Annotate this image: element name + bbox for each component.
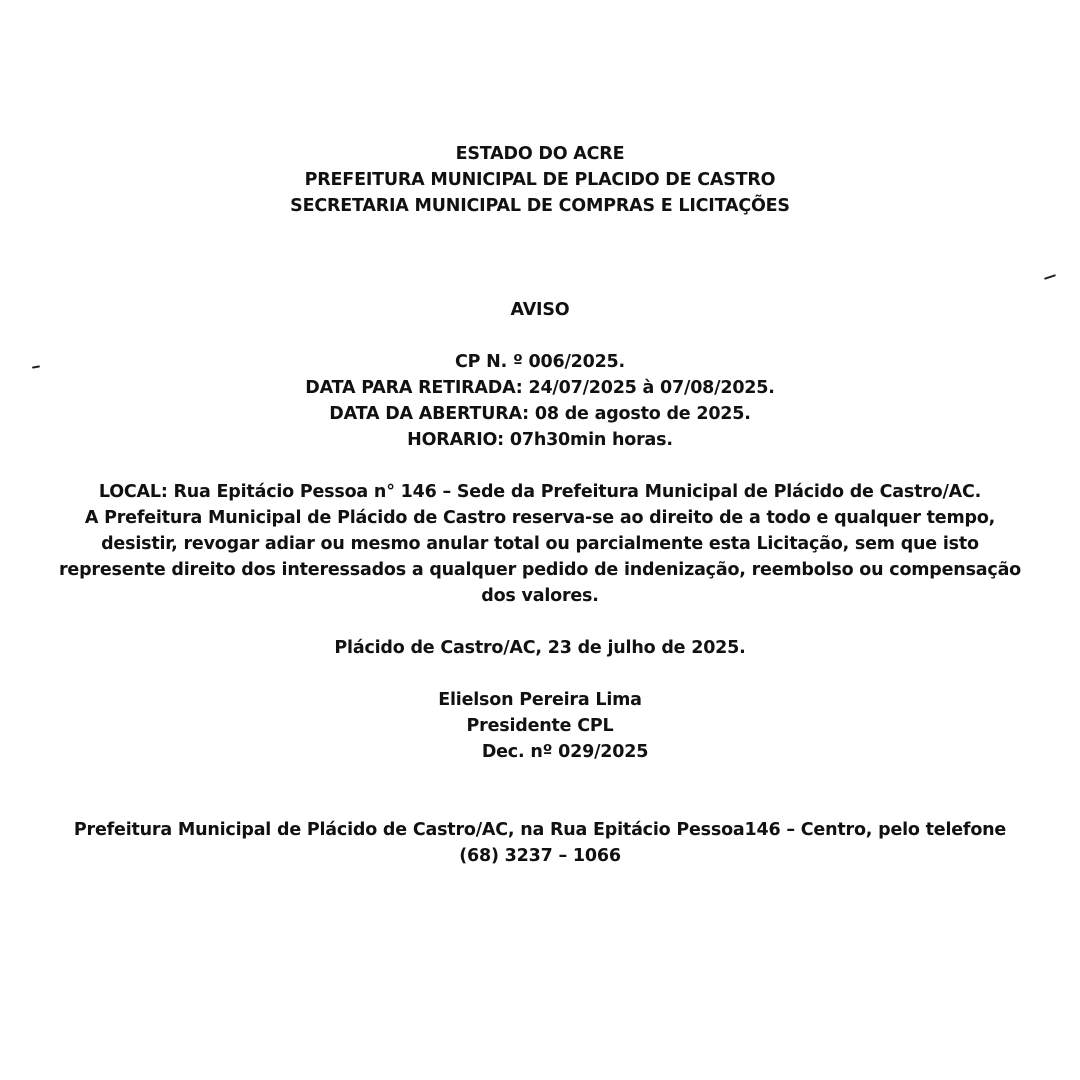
header-secretariat: SECRETARIA MUNICIPAL DE COMPRAS E LICITAÇÕES [290,196,790,216]
cp-number: CP N. º 006/2025. [455,352,625,372]
signatory-name: Elielson Pereira Lima [438,690,642,710]
opening-time: HORARIO: 07h30min horas. [407,430,673,450]
signatory-role: Presidente CPL [466,716,614,736]
footer-address: Prefeitura Municipal de Plácido de Castro/AC, na Rua Epitácio Pessoa146 – Centro, pelo telefone [73,820,1007,840]
footer-phone: (68) 3237 – 1066 [459,846,621,866]
notice-title: AVISO [510,300,570,320]
scan-mark [1044,274,1056,280]
header-prefecture: PREFEITURA MUNICIPAL DE PLACIDO DE CASTRO [304,170,776,190]
location: LOCAL: Rua Epitácio Pessoa n° 146 – Sede da Prefeitura Municipal de Plácido de Castro/AC. [98,482,982,502]
disclaimer-paragraph: A Prefeitura Municipal de Plácido de Castro reserva-se ao direito de a todo e qualquer tempo, desistir, revogar adiar ou mesmo anular total ou parcialmente esta Licitação, sem que isto represente direito dos interessados a qualquer pedido de indenização, reembolso ou compensação dos valores. [59,508,1021,606]
signatory-decree: Dec. nº 029/2025 [481,742,649,762]
header-state: ESTADO DO ACRE [455,144,625,164]
place-date: Plácido de Castro/AC, 23 de julho de 2025. [334,638,746,658]
pickup-date: DATA PARA RETIRADA: 24/07/2025 à 07/08/2025. [305,378,775,398]
opening-date: DATA DA ABERTURA: 08 de agosto de 2025. [329,404,751,424]
scan-mark [32,365,40,368]
